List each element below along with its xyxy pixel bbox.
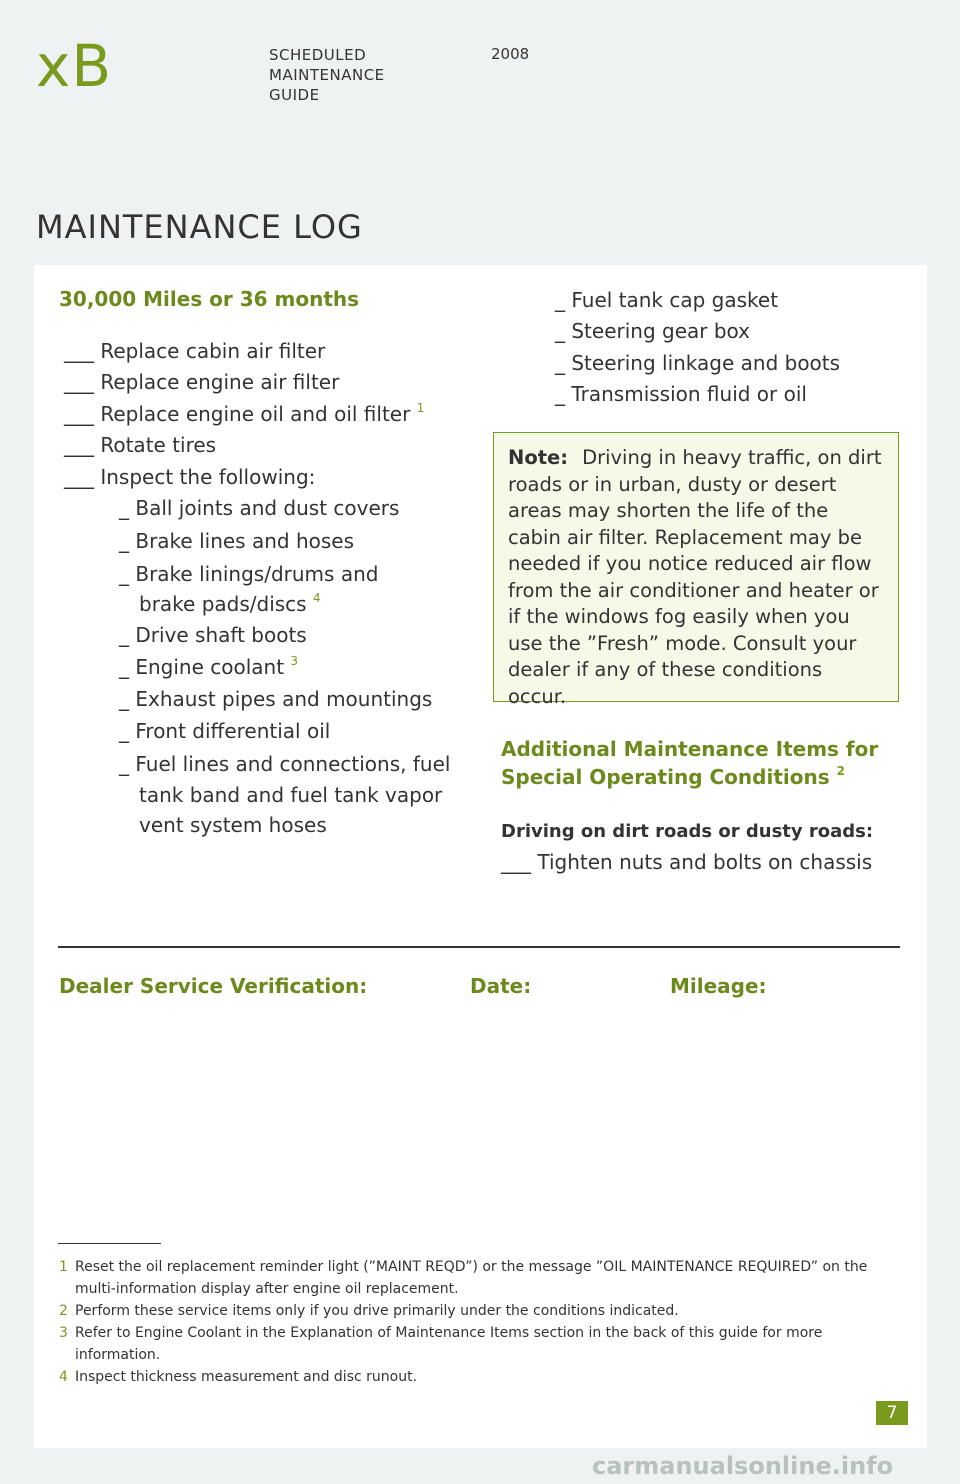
footnote-number: 1 [59,1259,68,1275]
inspect-item: _ Brake linings/drums and [119,562,379,586]
footnote-rule [58,1243,161,1244]
inspect-item: _ Drive shaft boots [119,623,307,647]
task-item: ___ Replace engine air filter [64,370,340,394]
model-year: 2008 [491,45,530,63]
dealer-verification-label: Dealer Service Verification: [59,974,368,998]
page-title: MAINTENANCE LOG [36,208,363,246]
inspect-item: _ Steering gear box [555,319,750,343]
footnotes [59,1256,899,1388]
footnote: 4 Inspect thickness measurement and disc runout. [59,1366,899,1388]
inspect-item: _ Ball joints and dust covers [119,496,400,520]
task-item: ___ Inspect the following: [64,465,316,489]
additional-heading: Additional Maintenance Items for [501,737,879,761]
note-text [508,445,884,710]
task-item: ___ Replace engine oil and oil filter $^1$ [64,401,425,426]
inspect-item-continued: vent system hoses [139,813,327,837]
inspect-item: _ Brake lines and hoses [119,529,354,553]
footnote-number: 2 [59,1303,68,1319]
mileage-label: Mileage: [670,974,767,998]
footnote: 1 Reset the oil replacement reminder light (”MAINT REQD”) or the message ”OIL MAINTENANCE REQUIRED” on the multi-information display after engine oil replacement. [59,1256,899,1300]
guide-title [269,45,385,105]
inspect-item: _ Engine coolant $^3$ [119,654,299,679]
footnote-ref: 1 [416,401,425,415]
inspect-item-continued: brake pads/discs $^4$ [139,591,321,616]
footnote-ref: 3 [290,654,299,668]
inspect-item: _ Transmission fluid or oil [555,382,807,406]
footnote-number: 3 [59,1325,68,1341]
footnote-ref: 2 [836,764,845,778]
inspect-item: _ Fuel tank cap gasket [555,288,779,312]
note-box [493,432,899,708]
inspect-item-continued: tank band and fuel tank vapor [139,783,443,807]
page-number: 7 [876,1401,908,1425]
guide-title-line: MAINTENANCE [269,66,385,84]
interval-heading: 30,000 Miles or 36 months [59,287,360,311]
footnote: 2 Perform these service items only if you drive primarily under the conditions indicated. [59,1300,899,1322]
condition-heading: Driving on dirt roads or dusty roads: [501,821,874,842]
footnote-ref: 4 [312,591,321,605]
additional-heading: Special Operating Conditions $^2$ [501,764,845,789]
inspect-item: _ Steering linkage and boots [555,351,841,375]
note-label: Note: [508,446,569,469]
task-item: ___ Replace cabin air filter [64,339,326,363]
inspect-item: _ Exhaust pipes and mountings [119,687,433,711]
inspect-item: _ Fuel lines and connections, fuel [119,752,451,776]
guide-title-line: GUIDE [269,86,320,104]
date-label: Date: [470,974,532,998]
note-body: Driving in heavy traffic, on dirt roads or in urban, dusty or desert areas may shorten the life of the cabin air filter. Replacement may be needed if you notice reduced air flow from the air conditioner and heater or if the windows fog easily when you use the ”Fresh” mode. Consult your dealer if any of these conditions occur. [508,446,882,708]
xb-logo: xB [36,32,113,100]
task-item: ___ Rotate tires [64,433,217,457]
footnote-number: 4 [59,1369,68,1385]
footnote: 3 Refer to Engine Coolant in the Explanation of Maintenance Items section in the back of this guide for more information. [59,1322,899,1366]
inspect-item: _ Front differential oil [119,719,331,743]
guide-title-line: SCHEDULED [269,46,367,64]
watermark: carmanualsonline.info [592,1452,894,1480]
task-item: ___ Tighten nuts and bolts on chassis [501,850,873,874]
divider [58,946,900,948]
